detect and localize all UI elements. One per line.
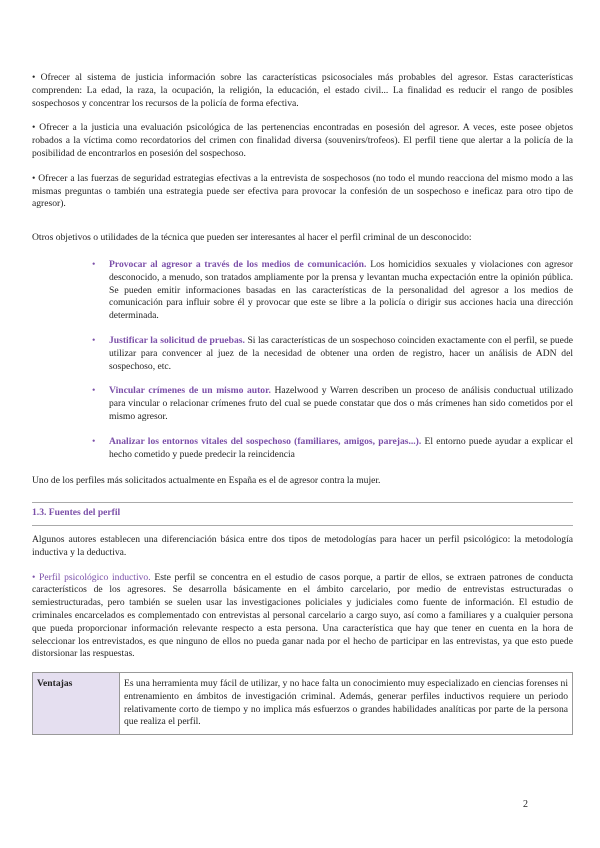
objectives-intro: Otros objetivos o utilidades de la técnica que pueden ser interesantes al hacer el perfil criminal de un desconocido: xyxy=(32,232,472,244)
section-intro: Algunos autores establecen una diferenciación básica entre dos tipos de metodologías para hacer un perfil psicológico: la metodología inductiva y la deductiva. xyxy=(32,533,573,558)
list-item: • Analizar los entornos vitales del sospechoso (familiares, amigos, parejas...). El entorno puede ayudar a explicar el hecho cometido y puede predecir la reincidencia xyxy=(92,435,573,460)
intro-paragraph-3: • Ofrecer a las fuerzas de seguridad estrategias efectivas a la entrevista de sospechosos (no todo el mundo reacciona del mismo modo a las mismas preguntas o también una estrategia puede ser efectiva para provocar la confesión de un sospechoso e ineficaz para otro tipo de agresor). xyxy=(32,172,574,210)
section-heading: 1.3. Fuentes del perfil xyxy=(32,502,573,526)
page-number: 2 xyxy=(523,799,528,810)
list-item: • Justificar la solicitud de pruebas. Si las características de un sospechoso coinciden exactamente con el perfil, se puede utilizar para convencer al juez de la necesidad de obtener una orden de registro, hacer un análisis de ADN del sospechoso, etc. xyxy=(92,334,573,372)
closing-text: Uno de los perfiles más solicitados actualmente en España es el de agresor contra la mujer. xyxy=(32,475,381,487)
intro-paragraph-2: • Ofrecer a la justicia una evaluación psicológica de las pertenencias encontradas en posesión del agresor. A veces, este posee objetos robados a la víctima como recordatorios del crimen con finalidad diversa (souvenirs/trofeos). El perfil tiene que alertar a la policía de la posibilidad de encontrarlos en posesión del sospechoso. xyxy=(32,122,573,159)
inductive-paragraph: • Perfil psicológico inductivo. Este perfil se concentra en el estudio de casos porque, a partir de ellos, se extraen patrones de conducta característicos de los agresores. Se desarrolla básicamente en el ámbito carcelario, por medio de entrevistas estructuradas o semiestructuradas, pero también se suelen usar las investigaciones policiales y judiciales como fuente de información. El estudio de criminales encarcelados es complementado con entrevistas al personal carcelario a cargo suyo, así como a familiares y a cualquier persona que pueda proporcionar información relevante respecto a esta persona. Una característica que hay que tener en cuenta en la hora de seleccionar los entrevistados, es que ninguno de ellos no pueda ganar nada por el hecho de participar en las entrevistas, ya que esto puede distorsionar las respuestas. xyxy=(32,571,573,660)
list-item: • Provocar al agresor a través de los medios de comunicación. Los homicidios sexuales y violaciones con agresor desconocido, a menudo, son tratados ampliamente por la prensa y levantan mucha expectación entre la opinión pública. Se pueden emitir informaciones basadas en las características de la personalidad del agresor a los medios de comunicación para influir sobre él y provocar que este se libre a la policía o dirigir sus acciones hacia una dirección determinada. xyxy=(92,258,573,322)
intro-paragraph-1: • Ofrecer al sistema de justicia información sobre las características psicosociales más probables del agresor. Estas características comprenden: La edad, la raza, la ocupación, la religión, la educación, el estado civil... La finalidad es reducir el rango de posibles sospechosos y concentrar los recursos de la policía de forma efectiva. xyxy=(32,72,573,109)
document-page xyxy=(32,72,573,735)
objectives-list xyxy=(32,259,573,461)
advantages-label: Ventajas xyxy=(33,673,120,735)
list-item: • Vincular crímenes de un mismo autor. Hazelwood y Warren describen un proceso de análisis conductual utilizado para vincular o relacionar crímenes fruto del cual se puede constatar que dos o más crímenes han sido cometidos por el mismo agresor. xyxy=(92,385,573,422)
advantages-text: Es una herramienta muy fácil de utilizar, y no hace falta un conocimiento muy especializado en ciencias forenses ni entrenamiento en ámbitos de investigación criminal. Además, generar perfiles inductivos requiere un periodo relativamente corto de tiempo y no implica más esfuerzos o grandes habilidades analíticas por parte de la persona que realiza el perfil. xyxy=(120,673,573,735)
advantages-table xyxy=(32,672,573,735)
